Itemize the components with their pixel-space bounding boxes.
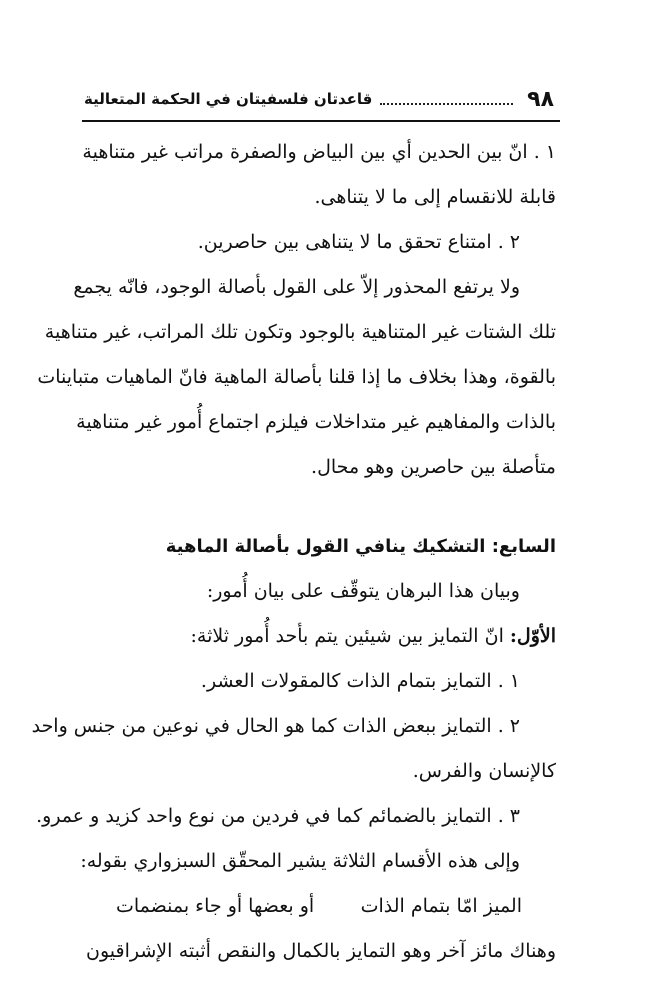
body-text <box>31 130 556 974</box>
running-title: قاعدتان فلسفيتان في الحكمة المتعالية <box>84 90 373 108</box>
paragraph-line: تلك الشتات غير المتناهية بالوجود وتكون تلك المراتب، غير متناهية <box>44 321 556 343</box>
paragraph-line: ٢ . امتناع تحقق ما لا يتناهى بين حاصرين. <box>197 231 520 253</box>
paragraph-line: بالقوة، وهذا بخلاف ما إذا قلنا بأصالة الماهية فانّ الماهيات متباينات <box>37 366 556 388</box>
paragraph-line: وهناك مائز آخر وهو التمايز بالكمال والنقص أثبته الإشراقيون <box>86 940 556 962</box>
section-heading: السابع: التشكيك ينافي القول بأصالة الماهية <box>165 536 556 557</box>
poetry-verse <box>86 884 556 929</box>
paragraph-line: كالإنسان والفرس. <box>412 760 556 782</box>
paragraph-line: ٣ . التمايز بالضمائم كما في فردين من نوع واحد كزيد و عمرو. <box>36 805 520 827</box>
paragraph-line: متأصلة بين حاصرين وهو محال. <box>311 456 556 478</box>
paragraph-line: بالذات والمفاهيم غير متداخلات فيلزم اجتماع أُمور غير متناهية <box>76 411 556 433</box>
paragraph-line: ولا يرتفع المحذور إلاّ على القول بأصالة الوجود، فانّه يجمع <box>73 276 520 298</box>
verse-first-hemistich: الميز امّا بتمام الذات <box>360 895 522 917</box>
paragraph-line: وإلى هذه الأقسام الثلاثة يشير المحقّق السبزواري بقوله: <box>80 850 520 872</box>
section-gap <box>86 490 556 524</box>
paragraph-line: قابلة للانقسام إلى ما لا يتناهى. <box>314 186 556 208</box>
paragraph-line: وبيان هذا البرهان يتوقّف على بيان أُمور: <box>206 580 520 602</box>
page-header <box>84 84 554 114</box>
paragraph-line: ٢ . التمايز ببعض الذات كما هو الحال في نوعين من جنس واحد <box>31 715 520 737</box>
header-dot-leader <box>380 93 513 105</box>
header-rule <box>82 120 560 122</box>
paragraph-line: ١ . انّ بين الحدين أي بين البياض والصفرة مراتب غير متناهية <box>82 141 556 163</box>
paragraph-line <box>86 614 556 659</box>
page-number: ٩٨ <box>527 86 554 112</box>
point-lead: الأوّل: <box>509 625 556 647</box>
paragraph-line: ١ . التمايز بتمام الذات كالمقولات العشر. <box>200 670 520 692</box>
point-text: انّ التمايز بين شيئين يتم بأحد أُمور ثلاثة: <box>190 625 510 647</box>
verse-second-hemistich: أو بعضها أو جاء بمنضمات <box>116 895 315 917</box>
